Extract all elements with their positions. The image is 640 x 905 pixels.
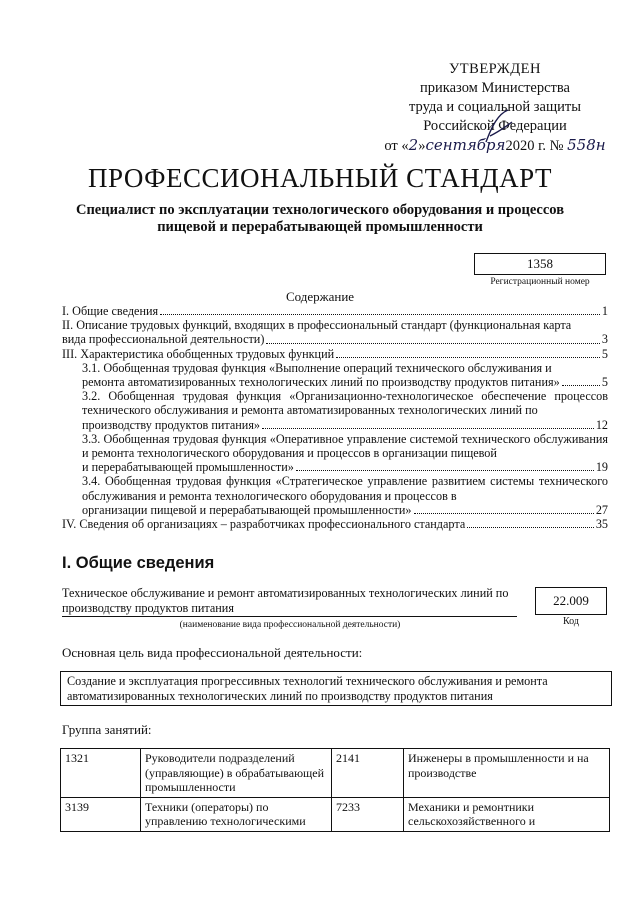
toc-entry[interactable]: 3.3. Обобщенная трудовая функция «Оперативное управление системой технического обслуживания и ремонта технологического оборудования и процессов в организации пищевой и перерабатывающей промышленности» 19 <box>82 431 608 475</box>
toc-page: 35 <box>595 517 608 532</box>
group-label: Группа занятий: <box>62 722 152 737</box>
handwritten-month: сентября <box>425 136 506 154</box>
toc-page: 5 <box>601 375 608 390</box>
handwritten-order-number: 558н <box>567 136 606 154</box>
section-heading: I. Общие сведения <box>62 554 215 572</box>
toc-entry[interactable]: 3.1. Обобщенная трудовая функция «Выполнение операций технического обслуживания и ремонта автоматизированных технологических линий по производству продуктов питания» 5 <box>82 360 608 390</box>
toc-page: 12 <box>595 417 608 432</box>
group-code: 2141 <box>332 749 404 798</box>
goal-text: Создание и эксплуатация прогрессивных технологий технического обслуживания и ремонта автоматизированных технологических линий по производству продуктов питания <box>60 671 612 706</box>
approval-line: труда и социальной защиты <box>409 99 581 115</box>
approval-line: приказом Министерства <box>420 80 570 96</box>
toc-title: Содержание <box>285 289 355 304</box>
signature-mark <box>478 106 518 146</box>
approval-date: от «2»сентября2020 г. № 558н <box>384 136 606 154</box>
toc-page: 27 <box>595 502 608 517</box>
occupation-groups-table <box>60 748 610 832</box>
approval-header: УТВЕРЖДЕН <box>449 61 541 77</box>
toc-page: 1 <box>601 304 608 318</box>
code-caption: Код <box>563 616 579 627</box>
toc-entry[interactable]: 3.4. Обобщенная трудовая функция «Стратегическое управление развитием системы технического обслуживания и ремонта технологического оборудования и процессов в организации пищевой и перерабатывающей промышленности» 27 <box>82 474 608 517</box>
toc-entry[interactable]: 3.2. Обобщенная трудовая функция «Организационно-технологическое обеспечение процессов технического обслуживания и ремонта автоматизированных технологических линий по производству продуктов питания» 12 <box>82 389 608 432</box>
activity-caption: (наименование вида профессиональной деятельности) <box>179 620 401 630</box>
registration-number-label: Регистрационный номер <box>490 277 590 287</box>
document-title: ПРОФЕССИОНАЛЬНЫЙ СТАНДАРТ <box>87 163 553 193</box>
toc-page: 3 <box>601 332 608 347</box>
goal-label: Основная цель вида профессиональной деятельности: <box>62 645 363 660</box>
toc-entry[interactable]: III. Характеристика обобщенных трудовых функций 5 <box>62 346 608 361</box>
table-row <box>61 749 610 798</box>
group-code: 7233 <box>332 797 404 831</box>
table-row <box>61 797 610 831</box>
toc-entry[interactable]: IV. Сведения об организациях – разработчиках профессионального стандарта 35 <box>62 517 608 532</box>
activity-name: Техническое обслуживание и ремонт автоматизированных технологических линий по производству продуктов питания <box>62 586 517 617</box>
toc-page: 5 <box>601 346 608 361</box>
group-code: 1321 <box>61 749 141 798</box>
document-subtitle: Специалист по эксплуатации технологического оборудования и процессов пищевой и перерабатывающей промышленности <box>75 202 565 235</box>
activity-code: 22.009 <box>535 587 607 615</box>
toc-page: 19 <box>595 460 608 475</box>
group-name: Инженеры в промышленности и на производстве <box>404 749 610 798</box>
handwritten-day: 2 <box>408 136 419 154</box>
group-code: 3139 <box>61 797 141 831</box>
toc-entry[interactable]: II. Описание трудовых функций, входящих в профессиональный стандарт (функциональная карта вида профессиональной деятельности) 3 <box>62 318 608 347</box>
group-name: Механики и ремонтники сельскохозяйственного и <box>404 797 610 831</box>
group-name: Техники (операторы) по управлению технологическими <box>141 797 332 831</box>
toc-entry[interactable]: I. Общие сведения 1 <box>62 304 608 318</box>
table-of-contents <box>62 304 608 531</box>
group-name: Руководители подразделений (управляющие) в обрабатывающей промышленности <box>141 749 332 798</box>
registration-number-box: 1358 <box>474 253 606 275</box>
approval-line: Российской Федерации <box>423 118 567 134</box>
